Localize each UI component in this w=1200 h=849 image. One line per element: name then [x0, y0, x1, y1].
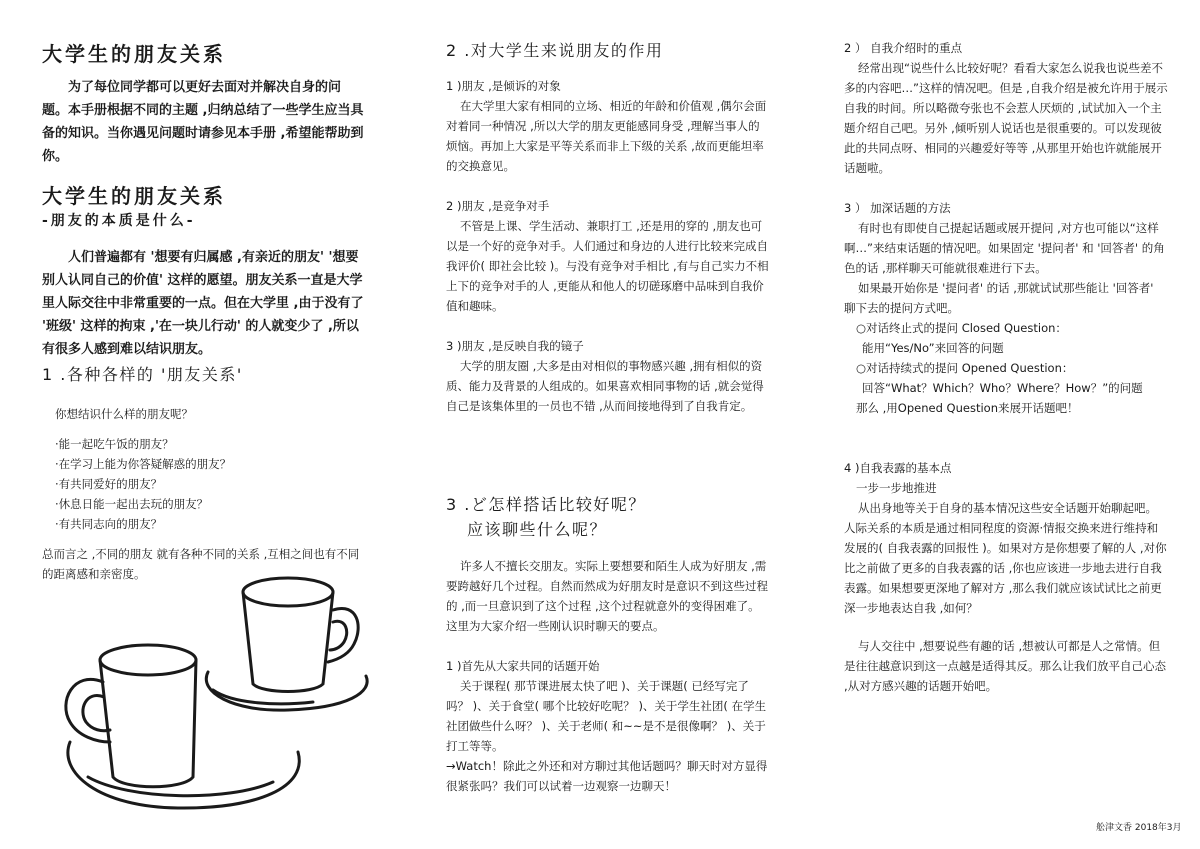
- subsection-subheading: 一步一步地推进: [856, 481, 937, 495]
- watch-note: →Watch！除此之外还和对方聊过其他话题吗？聊天时对方显得很紧张吗？我们可以试着一边观察一边聊天！: [446, 759, 768, 793]
- section-2-heading: 2 .对大学生来说朋友的作用: [446, 41, 664, 60]
- list-item: ·有共同爱好的朋友？: [55, 477, 163, 491]
- section-subtitle: -朋友的本质是什么-: [42, 213, 196, 229]
- closing-paragraph: 与人交往中 ,想要说些有趣的话 ,想被认可都是人之常情。但是往往越意识到这一点越是适得其反。那么让我们放平自己心态 ,从对方感兴趣的话题开始吧。: [844, 639, 1166, 693]
- friend-type-list: [55, 434, 231, 534]
- subsection-heading: 2 ） 自我介绍时的重点: [844, 41, 963, 55]
- author-footer: 舩津文香 2018年3月: [1096, 823, 1182, 833]
- subsection-heading: 1 )朋友 ,是倾诉的对象: [446, 79, 561, 93]
- subsection-heading: 2 )朋友 ,是竞争对手: [446, 199, 550, 213]
- open-question-desc: 回答“What？Which？Who？Where？How？”的问题: [862, 381, 1143, 395]
- list-item: ·能一起吃午饭的朋友？: [55, 437, 174, 451]
- section-3-intro: 许多人不擅长交朋友。实际上要想要和陌生人成为好朋友 ,需要跨越好几个过程。自然而然成为好朋友时是意识不到这些过程的 ,而一旦意识到了这个过程 ,这个过程就意外的变得困难了。这里为大家介绍一些刚认识时聊天的要点。: [446, 559, 768, 633]
- document-title: 大学生的朋友关系: [42, 42, 226, 66]
- subsection-heading: 3 ） 加深话题的方法: [844, 201, 951, 215]
- subsection-body: 大学的朋友圈 ,大多是由对相似的事物感兴趣 ,拥有相似的资质、能力及背景的人组成的。如果喜欢相同事物的话 ,就会觉得自己是该集体里的一员也不错 ,从而间接地得到了自我肯定。: [446, 359, 764, 413]
- subsection-heading: 1 )首先从大家共同的话题开始: [446, 659, 600, 673]
- closed-question-desc: 能用“Yes/No”来回答的问题: [862, 341, 1004, 355]
- section-3-heading-line2: 应该聊些什么呢？: [467, 520, 608, 539]
- intro-paragraph: 为了每位同学都可以更好去面对并解决自身的问题。本手册根据不同的主题 ,归纳总结了一些学生应当具备的知识。当你遇见问题时请参见本手册 ,希望能帮助到你。: [42, 80, 364, 164]
- closed-question-item: ○对话终止式的提问 Closed Question：: [856, 321, 1067, 335]
- subsection-body: 从出身地等关于自身的基本情况这些安全话题开始聊起吧。人际关系的本质是通过相同程度的资源·情报交换来进行维持和发展的( 自我表露的回报性 )。如果对方是你想要了解的人 ,对你比之前做了更多的自我表露的话 ,你也应该进一步地去进行自我表露。如果想要更深地了解对方 ,那么我们就应该试试比之前更深一步地表达自我 ,如何？: [844, 501, 1167, 615]
- subsection-body: 有时也有即使自己提起话题或展开提问 ,对方也可能以“这样啊…”来结束话题的情况吧。如果固定 '提问者' 和 '回答者' 的角色的话 ,那样聊天可能就很难进行下去。: [844, 221, 1165, 275]
- conclusion-line: 那么 ,用Opened Question来展开话题吧！: [856, 401, 1079, 415]
- subsection-body: 不管是上课、学生活动、兼职打工 ,还是用的穿的 ,朋友也可以是一个好的竞争对手。人们通过和身边的人进行比较来完成自我评价( 即社会比较 )。与没有竞争对手相比 ,有与自己实力不相上下的竞争对手的人 ,更能从和他人的切磋琢磨中品味到自我价值和趣味。: [446, 219, 769, 313]
- open-question-item: ○对话持续式的提问 Opened Question：: [856, 361, 1074, 375]
- list-item: ·休息日能一起出去玩的朋友？: [55, 497, 209, 511]
- friendship-paragraph: 人们普遍都有 '想要有归属感 ,有亲近的朋友' '想要别人认同自己的价值' 这样的愿望。朋友关系一直是大学里人际交往中非常重要的一点。但在大学里 ,由于没有了 '班级' 这样的拘束 ,'在一块儿行动' 的人就变少了 ,所以有很多人感到难以结识朋友。: [42, 250, 364, 357]
- list-item: ·在学习上能为你答疑解惑的朋友？: [55, 457, 232, 471]
- subsection-heading: 3 )朋友 ,是反映自我的镜子: [446, 339, 584, 353]
- section-3-heading-line1: 3 .ど怎样搭话比较好呢？: [446, 495, 646, 514]
- subsection-heading: 4 )自我表露的基本点: [844, 461, 952, 475]
- list-item: ·有共同志向的朋友？: [55, 517, 163, 531]
- section-title: 大学生的朋友关系: [42, 184, 226, 208]
- subsection-body: 在大学里大家有相同的立场、相近的年龄和价值观 ,偶尔会面对着同一种情况 ,所以大学的朋友更能感同身受 ,理解当事人的烦恼。再加上大家是平等关系而非上下级的关系 ,故而更能坦率的交换意见。: [446, 99, 767, 173]
- subsection-body: 关于课程( 那节课进展太快了吧 )、关于课题( 已经写完了吗？ )、关于食堂( 哪个比较好吃呢？ )、关于学生社团( 在学生社团做些什么呀？ )、关于老师( 和~~是不是很像啊？ )、关于打工等等。: [446, 679, 767, 753]
- summary-paragraph: 总而言之 ,不同的朋友 就有各种不同的关系 ,互相之间也有不同的距离感和亲密度。: [42, 547, 360, 581]
- question-line: 你想结识什么样的朋友呢？: [55, 407, 193, 421]
- subsection-body: 经常出现“说些什么比较好呢？看看大家怎么说我也说些差不多的内容吧…”这样的情况吧。但是 ,自我介绍是被允许用于展示自我的时间。所以略微夸张也不会惹人厌烦的 ,试试加入一个主题介绍自己吧。另外 ,倾听别人说话也是很重要的。可以发现彼此的共同点呀、相同的兴趣爱好等等 ,从那里开始也许就能展开话题啦。: [844, 61, 1168, 175]
- coffee-cups-illustration: [58, 572, 378, 832]
- section-1-heading: 1 .各种各样的 '朋友关系': [42, 365, 243, 384]
- subsection-body: 如果最开始你是 '提问者' 的话 ,那就试试那些能让 '回答者' 聊下去的提问方式吧。: [844, 281, 1154, 315]
